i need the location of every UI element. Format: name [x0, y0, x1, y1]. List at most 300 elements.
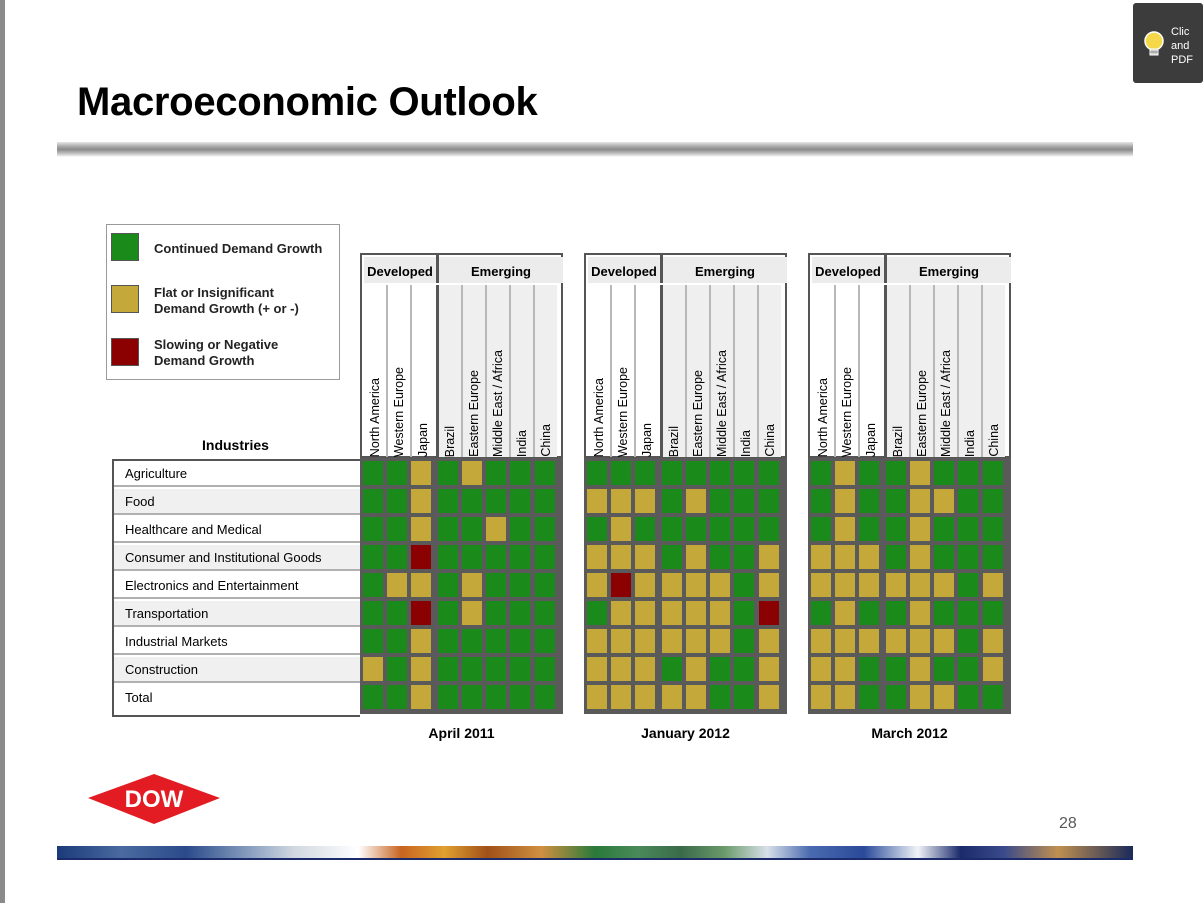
heatmap-cell	[686, 517, 706, 541]
heatmap-cell	[611, 657, 631, 681]
region-header-row	[808, 283, 1011, 458]
legend-box	[106, 224, 340, 380]
heatmap-cell	[734, 489, 754, 513]
heatmap-cell	[910, 517, 930, 541]
heatmap-cell	[734, 461, 754, 485]
heatmap-cell	[859, 517, 879, 541]
heatmap-cell	[734, 657, 754, 681]
heatmap-grid	[808, 458, 1011, 714]
heatmap-cell	[811, 573, 831, 597]
region-label: India	[515, 429, 529, 457]
heatmap-cell	[662, 657, 682, 681]
region-label: Japan	[640, 422, 654, 457]
heatmap-cell	[486, 517, 506, 541]
heatmap-cell	[759, 489, 779, 513]
heatmap-cell	[510, 657, 530, 681]
heatmap-cell	[958, 517, 978, 541]
heatmap-cell	[611, 685, 631, 709]
heatmap-cell	[934, 573, 954, 597]
region-column-header	[860, 285, 882, 457]
heatmap-cell	[587, 461, 607, 485]
heatmap-cell	[510, 489, 530, 513]
heatmap-cell	[686, 657, 706, 681]
region-header-row	[584, 283, 787, 458]
industry-row: Industrial Markets	[114, 629, 360, 655]
heatmap-cell	[686, 545, 706, 569]
heatmap-cell	[535, 461, 555, 485]
region-label: Eastern Europe	[467, 370, 481, 457]
heatmap-cell	[587, 601, 607, 625]
heatmap-cell	[462, 685, 482, 709]
heatmap-cell	[710, 517, 730, 541]
region-column-header	[687, 285, 709, 457]
region-column-header	[711, 285, 733, 457]
heatmap-cell	[611, 517, 631, 541]
heatmap-cell	[510, 573, 530, 597]
industries-list	[112, 459, 360, 717]
heatmap-cell	[438, 573, 458, 597]
region-label: Middle East / Africa	[715, 350, 729, 457]
heatmap-cell	[387, 545, 407, 569]
heatmap-cell	[983, 517, 1003, 541]
heatmap-cell	[958, 685, 978, 709]
heatmap-cell	[438, 517, 458, 541]
heatmap-cell	[710, 601, 730, 625]
industry-row: Transportation	[114, 601, 360, 627]
heatmap-cell	[387, 657, 407, 681]
region-label: North America	[816, 377, 830, 457]
heatmap-cell	[910, 657, 930, 681]
heatmap-cell	[611, 629, 631, 653]
svg-text:DOW: DOW	[124, 786, 184, 813]
heatmap-cell	[462, 489, 482, 513]
region-column-header	[836, 285, 858, 457]
region-column-header	[487, 285, 509, 457]
heatmap-cell	[363, 601, 383, 625]
heatmap-cell	[983, 573, 1003, 597]
region-column-header	[935, 285, 957, 457]
legend-swatch-yellow	[111, 285, 139, 313]
heatmap-cell	[438, 601, 458, 625]
heatmap-cell	[934, 517, 954, 541]
heatmap-cell	[535, 657, 555, 681]
heatmap-cell	[835, 629, 855, 653]
heatmap-cell	[859, 685, 879, 709]
heatmap-cell	[686, 629, 706, 653]
panel-caption: March 2012	[871, 725, 948, 741]
heatmap-cell	[411, 629, 431, 653]
heatmap-cell	[387, 573, 407, 597]
heatmap-cell	[835, 489, 855, 513]
region-label: Middle East / Africa	[491, 350, 505, 457]
heatmap-cell	[462, 657, 482, 681]
heatmap-cell	[535, 517, 555, 541]
heatmap-cell	[535, 629, 555, 653]
heatmap-cell	[983, 629, 1003, 653]
heatmap-cell	[611, 601, 631, 625]
group-header-emerging: Emerging	[887, 257, 1011, 285]
legend-swatch-red	[111, 338, 139, 366]
heatmap-cell	[662, 685, 682, 709]
group-header	[808, 253, 1011, 285]
region-column-header	[463, 285, 485, 457]
heatmap-cell	[910, 489, 930, 513]
industry-row: Food	[114, 489, 360, 515]
heatmap-cell	[411, 573, 431, 597]
heatmap-cell	[983, 685, 1003, 709]
heatmap-cell	[958, 629, 978, 653]
heatmap-cell	[934, 601, 954, 625]
heatmap-cell	[635, 657, 655, 681]
region-label: India	[739, 429, 753, 457]
heatmap-cell	[387, 685, 407, 709]
heatmap-cell	[587, 573, 607, 597]
region-column-header	[612, 285, 634, 457]
region-label: Brazil	[667, 425, 681, 457]
pdf-tip-popup[interactable]	[1133, 3, 1203, 83]
heatmap-cell	[910, 545, 930, 569]
heatmap-cell	[958, 545, 978, 569]
region-column-header	[364, 285, 386, 457]
heatmap-cell	[363, 517, 383, 541]
heatmap-cell	[910, 685, 930, 709]
heatmap-cell	[411, 489, 431, 513]
heatmap-cell	[734, 573, 754, 597]
heatmap-cell	[686, 685, 706, 709]
region-label: China	[539, 424, 553, 457]
heatmap-cell	[535, 601, 555, 625]
heatmap-cell	[363, 489, 383, 513]
heatmap-cell	[983, 657, 1003, 681]
heatmap-cell	[934, 489, 954, 513]
heatmap-cell	[734, 545, 754, 569]
region-column-header	[959, 285, 981, 457]
heatmap-cell	[958, 601, 978, 625]
region-label: Brazil	[443, 425, 457, 457]
heatmap-cell	[811, 685, 831, 709]
heatmap-cell	[759, 461, 779, 485]
heatmap-cell	[734, 517, 754, 541]
group-header-developed: Developed	[812, 257, 884, 285]
heatmap-cell	[686, 601, 706, 625]
dow-logo	[88, 774, 220, 831]
heatmap-cell	[759, 657, 779, 681]
region-column-header	[412, 285, 434, 457]
region-column-header	[887, 285, 909, 457]
heatmap-cell	[958, 573, 978, 597]
region-label: Middle East / Africa	[939, 350, 953, 457]
heatmap-cell	[662, 489, 682, 513]
heatmap-grid	[584, 458, 787, 714]
industry-row: Healthcare and Medical	[114, 517, 360, 543]
heatmap-cell	[859, 629, 879, 653]
heatmap-cell	[363, 545, 383, 569]
heatmap-cell	[363, 629, 383, 653]
svg-text:®: ®	[192, 812, 197, 818]
heatmap-cell	[934, 685, 954, 709]
heatmap-cell	[710, 657, 730, 681]
region-label: Japan	[416, 422, 430, 457]
heatmap-cell	[662, 573, 682, 597]
heatmap-cell	[510, 685, 530, 709]
heatmap-cell	[910, 573, 930, 597]
region-label: China	[987, 424, 1001, 457]
heatmap-cell	[462, 517, 482, 541]
region-label: North America	[368, 377, 382, 457]
industry-row: Construction	[114, 657, 360, 683]
heatmap-cell	[411, 685, 431, 709]
heatmap-cell	[510, 601, 530, 625]
region-column-header	[983, 285, 1005, 457]
footer-rule	[57, 858, 1133, 860]
heatmap-cell	[759, 517, 779, 541]
heatmap-cell	[859, 545, 879, 569]
window-left-border	[0, 0, 5, 903]
region-label: Western Europe	[616, 366, 630, 457]
heatmap-cell	[662, 629, 682, 653]
region-column-header	[388, 285, 410, 457]
region-label: North America	[592, 377, 606, 457]
industry-row: Electronics and Entertainment	[114, 573, 360, 599]
heatmap-cell	[411, 545, 431, 569]
heatmap-cell	[587, 657, 607, 681]
region-label: Eastern Europe	[915, 370, 929, 457]
heatmap-cell	[835, 685, 855, 709]
legend-swatch-green	[111, 233, 139, 261]
heatmap-cell	[587, 685, 607, 709]
heatmap-cell	[662, 517, 682, 541]
heatmap-cell	[759, 601, 779, 625]
heatmap-cell	[387, 489, 407, 513]
heatmap-cell	[958, 489, 978, 513]
heatmap-cell	[635, 573, 655, 597]
heatmap-cell	[983, 545, 1003, 569]
title-divider	[57, 142, 1133, 157]
heatmap-cell	[387, 629, 407, 653]
industries-header: Industries	[202, 437, 269, 453]
heatmap-cell	[910, 629, 930, 653]
heatmap-panel-march-2012	[808, 253, 1011, 714]
heatmap-cell	[486, 685, 506, 709]
heatmap-cell	[611, 573, 631, 597]
heatmap-cell	[835, 517, 855, 541]
heatmap-cell	[587, 629, 607, 653]
heatmap-cell	[983, 489, 1003, 513]
heatmap-cell	[438, 629, 458, 653]
region-label: Western Europe	[840, 366, 854, 457]
heatmap-cell	[983, 461, 1003, 485]
heatmap-cell	[886, 657, 906, 681]
region-column-header	[735, 285, 757, 457]
heatmap-cell	[734, 685, 754, 709]
heatmap-cell	[438, 461, 458, 485]
heatmap-cell	[387, 461, 407, 485]
region-label: Western Europe	[392, 366, 406, 457]
heatmap-cell	[710, 489, 730, 513]
heatmap-cell	[510, 545, 530, 569]
heatmap-cell	[486, 545, 506, 569]
heatmap-cell	[759, 545, 779, 569]
region-column-header	[511, 285, 533, 457]
heatmap-cell	[486, 461, 506, 485]
heatmap-cell	[587, 545, 607, 569]
heatmap-cell	[510, 629, 530, 653]
panel-caption: April 2011	[428, 725, 495, 741]
panel-caption: January 2012	[641, 725, 730, 741]
heatmap-cell	[438, 545, 458, 569]
heatmap-cell	[438, 685, 458, 709]
heatmap-cell	[859, 657, 879, 681]
page-number: 28	[1059, 815, 1077, 832]
heatmap-cell	[363, 657, 383, 681]
heatmap-cell	[462, 601, 482, 625]
heatmap-panel-april-2011	[360, 253, 563, 714]
heatmap-cell	[934, 461, 954, 485]
heatmap-cell	[886, 461, 906, 485]
heatmap-panel-january-2012	[584, 253, 787, 714]
heatmap-cell	[486, 657, 506, 681]
heatmap-cell	[811, 601, 831, 625]
lightbulb-icon	[1143, 30, 1165, 63]
group-header	[360, 253, 563, 285]
heatmap-cell	[811, 461, 831, 485]
heatmap-cell	[387, 601, 407, 625]
heatmap-cell	[611, 489, 631, 513]
heatmap-cell	[662, 545, 682, 569]
heatmap-cell	[811, 517, 831, 541]
heatmap-cell	[611, 461, 631, 485]
heatmap-cell	[958, 657, 978, 681]
heatmap-cell	[535, 573, 555, 597]
region-column-header	[911, 285, 933, 457]
heatmap-cell	[710, 461, 730, 485]
heatmap-cell	[759, 685, 779, 709]
heatmap-cell	[710, 573, 730, 597]
industry-row: Consumer and Institutional Goods	[114, 545, 360, 571]
group-header-developed: Developed	[364, 257, 436, 285]
heatmap-cell	[886, 601, 906, 625]
group-header-developed: Developed	[588, 257, 660, 285]
region-header-row	[360, 283, 563, 458]
legend-label: Continued Demand Growth	[154, 241, 323, 256]
region-column-header	[535, 285, 557, 457]
heatmap-cell	[859, 601, 879, 625]
heatmap-cell	[363, 461, 383, 485]
region-label: Japan	[864, 422, 878, 457]
heatmap-cell	[686, 489, 706, 513]
heatmap-cell	[611, 545, 631, 569]
heatmap-cell	[835, 461, 855, 485]
heatmap-cell	[535, 545, 555, 569]
group-header-emerging: Emerging	[439, 257, 563, 285]
heatmap-cell	[535, 489, 555, 513]
heatmap-cell	[934, 629, 954, 653]
heatmap-cell	[835, 573, 855, 597]
region-column-header	[759, 285, 781, 457]
heatmap-cell	[859, 461, 879, 485]
heatmap-cell	[411, 601, 431, 625]
heatmap-cell	[635, 545, 655, 569]
heatmap-cell	[363, 573, 383, 597]
region-column-header	[636, 285, 658, 457]
heatmap-cell	[635, 601, 655, 625]
heatmap-cell	[835, 657, 855, 681]
heatmap-cell	[886, 517, 906, 541]
heatmap-cell	[710, 685, 730, 709]
heatmap-cell	[635, 517, 655, 541]
region-label: Brazil	[891, 425, 905, 457]
heatmap-cell	[859, 489, 879, 513]
region-column-header	[663, 285, 685, 457]
heatmap-cell	[835, 545, 855, 569]
heatmap-cell	[910, 601, 930, 625]
heatmap-cell	[635, 461, 655, 485]
tip-text: Clic and PDF	[1171, 26, 1193, 66]
heatmap-cell	[462, 573, 482, 597]
heatmap-cell	[983, 601, 1003, 625]
heatmap-cell	[710, 629, 730, 653]
heatmap-cell	[510, 461, 530, 485]
heatmap-cell	[635, 685, 655, 709]
heatmap-cell	[686, 573, 706, 597]
region-label: China	[763, 424, 777, 457]
heatmap-cell	[734, 601, 754, 625]
heatmap-cell	[886, 573, 906, 597]
group-header-emerging: Emerging	[663, 257, 787, 285]
legend-label: Slowing or Negative Demand Growth	[154, 337, 279, 368]
heatmap-cell	[411, 461, 431, 485]
heatmap-cell	[710, 545, 730, 569]
heatmap-cell	[934, 545, 954, 569]
heatmap-cell	[811, 629, 831, 653]
heatmap-cell	[462, 629, 482, 653]
region-column-header	[812, 285, 834, 457]
heatmap-cell	[363, 685, 383, 709]
heatmap-cell	[759, 573, 779, 597]
heatmap-cell	[587, 489, 607, 513]
heatmap-cell	[462, 545, 482, 569]
industry-row: Agriculture	[114, 461, 360, 487]
heatmap-cell	[510, 517, 530, 541]
heatmap-cell	[835, 601, 855, 625]
page-title: Macroeconomic Outlook	[77, 80, 538, 124]
heatmap-cell	[734, 629, 754, 653]
group-header	[584, 253, 787, 285]
region-column-header	[588, 285, 610, 457]
heatmap-cell	[535, 685, 555, 709]
heatmap-cell	[486, 629, 506, 653]
heatmap-cell	[587, 517, 607, 541]
heatmap-cell	[462, 461, 482, 485]
heatmap-cell	[387, 517, 407, 541]
heatmap-cell	[486, 489, 506, 513]
heatmap-grid	[360, 458, 563, 714]
region-label: India	[963, 429, 977, 457]
heatmap-cell	[934, 657, 954, 681]
heatmap-cell	[438, 657, 458, 681]
heatmap-cell	[438, 489, 458, 513]
heatmap-cell	[910, 461, 930, 485]
heatmap-cell	[886, 489, 906, 513]
heatmap-cell	[886, 545, 906, 569]
heatmap-cell	[859, 573, 879, 597]
region-label: Eastern Europe	[691, 370, 705, 457]
heatmap-cell	[811, 545, 831, 569]
heatmap-cell	[811, 489, 831, 513]
heatmap-cell	[411, 517, 431, 541]
legend-label: Flat or Insignificant Demand Growth (+ or -)	[154, 285, 299, 316]
heatmap-cell	[411, 657, 431, 681]
